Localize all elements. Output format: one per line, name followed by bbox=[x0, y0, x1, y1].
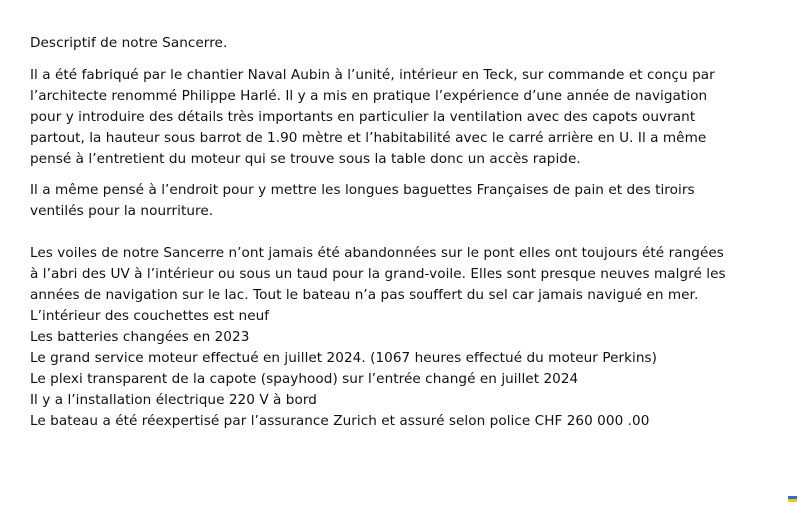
text-line: pour y introduire des détails très importants en particulier la ventilation avec des capots ouvrant bbox=[30, 109, 696, 125]
text-line: Les voiles de notre Sancerre n’ont jamais été abandonnées sur le pont elles ont toujours été rangées bbox=[30, 245, 724, 261]
text-line: Il a été fabriqué par le chantier Naval Aubin à l’unité, intérieur en Teck, sur commande et conçu par bbox=[30, 67, 715, 83]
text-line: à l’abri des UV à l’intérieur ou sous un taud pour la grand-voile. Elles sont presque neuves malgré les bbox=[30, 266, 726, 282]
text-line: L’intérieur des couchettes est neuf bbox=[30, 308, 270, 324]
text-line: Les batteries changées en 2023 bbox=[30, 329, 250, 345]
text-line: Le grand service moteur effectué en juillet 2024. (1067 heures effectué du moteur Perkins) bbox=[30, 350, 658, 366]
text-line: l’architecte renommé Philippe Harlé. Il y a mis en pratique l’expérience d’une année de navigation bbox=[30, 88, 708, 104]
text-line: Le bateau a été réexpertisé par l’assurance Zurich et assuré selon police CHF 260 000 .00 bbox=[30, 413, 650, 429]
text-line: Le plexi transparent de la capote (spayhood) sur l’entrée changé en juillet 2024 bbox=[30, 371, 579, 387]
document-body bbox=[30, 33, 795, 432]
paragraph-condition bbox=[30, 243, 795, 432]
text-line: partout, la hauteur sous barrot de 1.90 mètre et l’habitabilité avec le carré arrière en U. Il a même bbox=[30, 130, 707, 146]
paragraph-construction bbox=[30, 65, 795, 170]
text-line: années de navigation sur le lac. Tout le bateau n’a pas souffert du sel car jamais navigué en mer. bbox=[30, 287, 699, 303]
text-line: ventilés pour la nourriture. bbox=[30, 203, 214, 219]
corner-mark-icon bbox=[788, 496, 797, 502]
paragraph-storage bbox=[30, 180, 795, 222]
text-line: pensé à l’entretient du moteur qui se trouve sous la table donc un accès rapide. bbox=[30, 151, 581, 167]
text-line: Il a même pensé à l’endroit pour y mettre les longues baguettes Françaises de pain et des tiroirs bbox=[30, 182, 695, 198]
document-title: Descriptif de notre Sancerre. bbox=[30, 35, 228, 51]
text-line: Il y a l’installation électrique 220 V à bord bbox=[30, 392, 317, 408]
